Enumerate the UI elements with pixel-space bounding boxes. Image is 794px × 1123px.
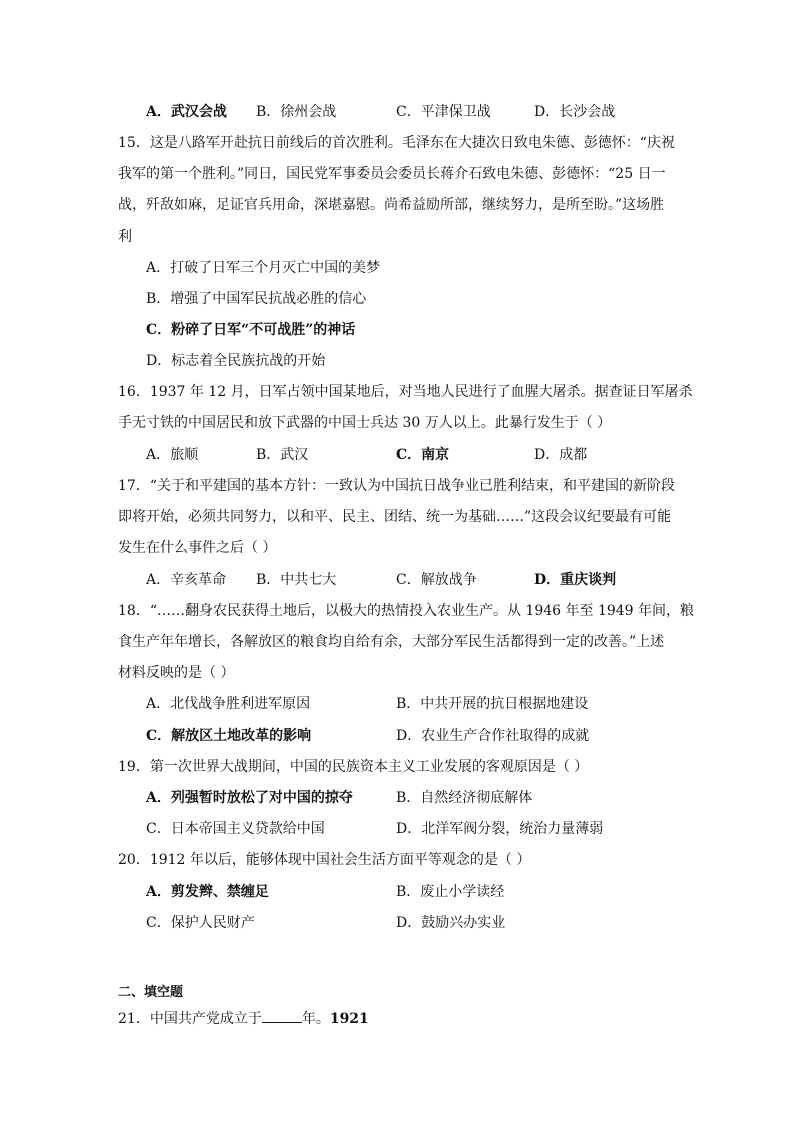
q18-option-d: D．农业生产合作社取得的成就: [396, 728, 590, 744]
q17-stem-line: 发生在什么事件之后（ ）: [118, 540, 277, 556]
q14-option-b: B．徐州会战: [256, 104, 337, 120]
q15-option-a: A．打破了日军三个月灭亡中国的美梦: [146, 260, 381, 276]
q19-option-c: C．日本帝国主义贷款给中国: [146, 821, 325, 837]
q20-option-d: D．鼓励兴办实业: [396, 915, 506, 931]
q16-option-b: B．武汉: [256, 447, 309, 463]
q16-option-d: D．成都: [534, 447, 588, 463]
q15-stem-line: 战，歼敌如麻，足证官兵用命，深堪嘉慰。尚希益励所部，继续努力，是所至盼。”这场胜: [118, 197, 665, 213]
q16-option-a: A．旅顺: [146, 447, 199, 463]
q18-option-a: A．北伐战争胜利进军原因: [146, 696, 311, 712]
q15-option-c: C．粉碎了日军“不可战胜”的神话: [146, 322, 356, 338]
q15-option-d: D．标志着全民族抗战的开始: [146, 353, 326, 369]
q21-answer: 1921: [329, 1011, 369, 1027]
q16-stem-line: 手无寸铁的中国居民和放下武器的中国士兵达 30 万人以上。此暴行发生于（ ）: [118, 415, 612, 431]
q21-line: [118, 1008, 678, 1029]
q19-stem-line: 19．第一次世界大战期间，中国的民族资本主义工业发展的客观原因是（ ）: [118, 759, 589, 775]
q20-option-a: A．剪发辫、禁缠足: [146, 884, 269, 900]
q14-option-a: A．武汉会战: [146, 104, 227, 120]
q17-stem-line: 即将开始，必须共同努力，以和平、民主、团结、统一为基础……”这段会议纪要最有可能: [118, 509, 672, 525]
q19-option-b: B．自然经济彻底解体: [396, 790, 533, 806]
q20-option-b: B．废止小学读经: [396, 884, 505, 900]
q21-text-after: 年。: [301, 1011, 330, 1027]
q14-option-c: C．平津保卫战: [396, 104, 491, 120]
q19-option-d: D．北洋军阀分裂，统治力量薄弱: [396, 821, 604, 837]
q18-option-c: C．解放区土地改革的影响: [146, 728, 312, 744]
q16-stem-line: 16．1937 年 12 月，日军占领中国某地后，对当地人民进行了血腥大屠杀。据查证日军屠杀: [118, 384, 693, 400]
q18-stem-line: 18．“……翻身农民获得土地后，以极大的热情投入农业生产。从 1946 年至 1949 年间，粮: [118, 603, 695, 619]
q17-option-a: A．辛亥革命: [146, 572, 227, 588]
q20-option-c: C．保护人民财产: [146, 915, 255, 931]
q15-stem-line: 我军的第一个胜利。”同日，国民党军事委员会委员长蒋介石致电朱德、彭德怀：“25 日一: [118, 166, 666, 182]
q21-text-before: 21．中国共产党成立于: [118, 1011, 262, 1027]
q18-stem-line: 食生产年年增长，各解放区的粮食均自给有余，大部分军民生活都得到一定的改善。”上述: [118, 634, 665, 650]
q17-option-d: D．重庆谈判: [534, 572, 617, 588]
q18-option-b: B．中共开展的抗日根据地建设: [396, 696, 589, 712]
q15-option-b: B．增强了中国军民抗战必胜的信心: [146, 291, 367, 307]
q15-stem-line: 15．这是八路军开赴抗日前线后的首次胜利。毛泽东在大捷次日致电朱德、彭德怀：“庆祝: [118, 135, 675, 151]
section-heading: 二、填空题: [118, 985, 184, 1000]
q19-option-a: A．列强暂时放松了对中国的掠夺: [146, 790, 353, 806]
q20-stem-line: 20．1912 年以后，能够体现中国社会生活方面平等观念的是（ ）: [118, 852, 531, 868]
q14-option-d: D．长沙会战: [534, 104, 616, 120]
q15-stem-line: 利: [118, 229, 132, 245]
q21-answer-blank: [262, 1008, 302, 1023]
q17-option-b: B．中共七大: [256, 572, 337, 588]
q16-option-c: C．南京: [396, 447, 450, 463]
q17-option-c: C．解放战争: [396, 572, 477, 588]
q17-stem-line: 17．“关于和平建国的基本方针：一致认为中国抗日战争业已胜利结束，和平建国的新阶段: [118, 478, 675, 494]
q18-stem-line: 材料反映的是（ ）: [118, 665, 235, 681]
